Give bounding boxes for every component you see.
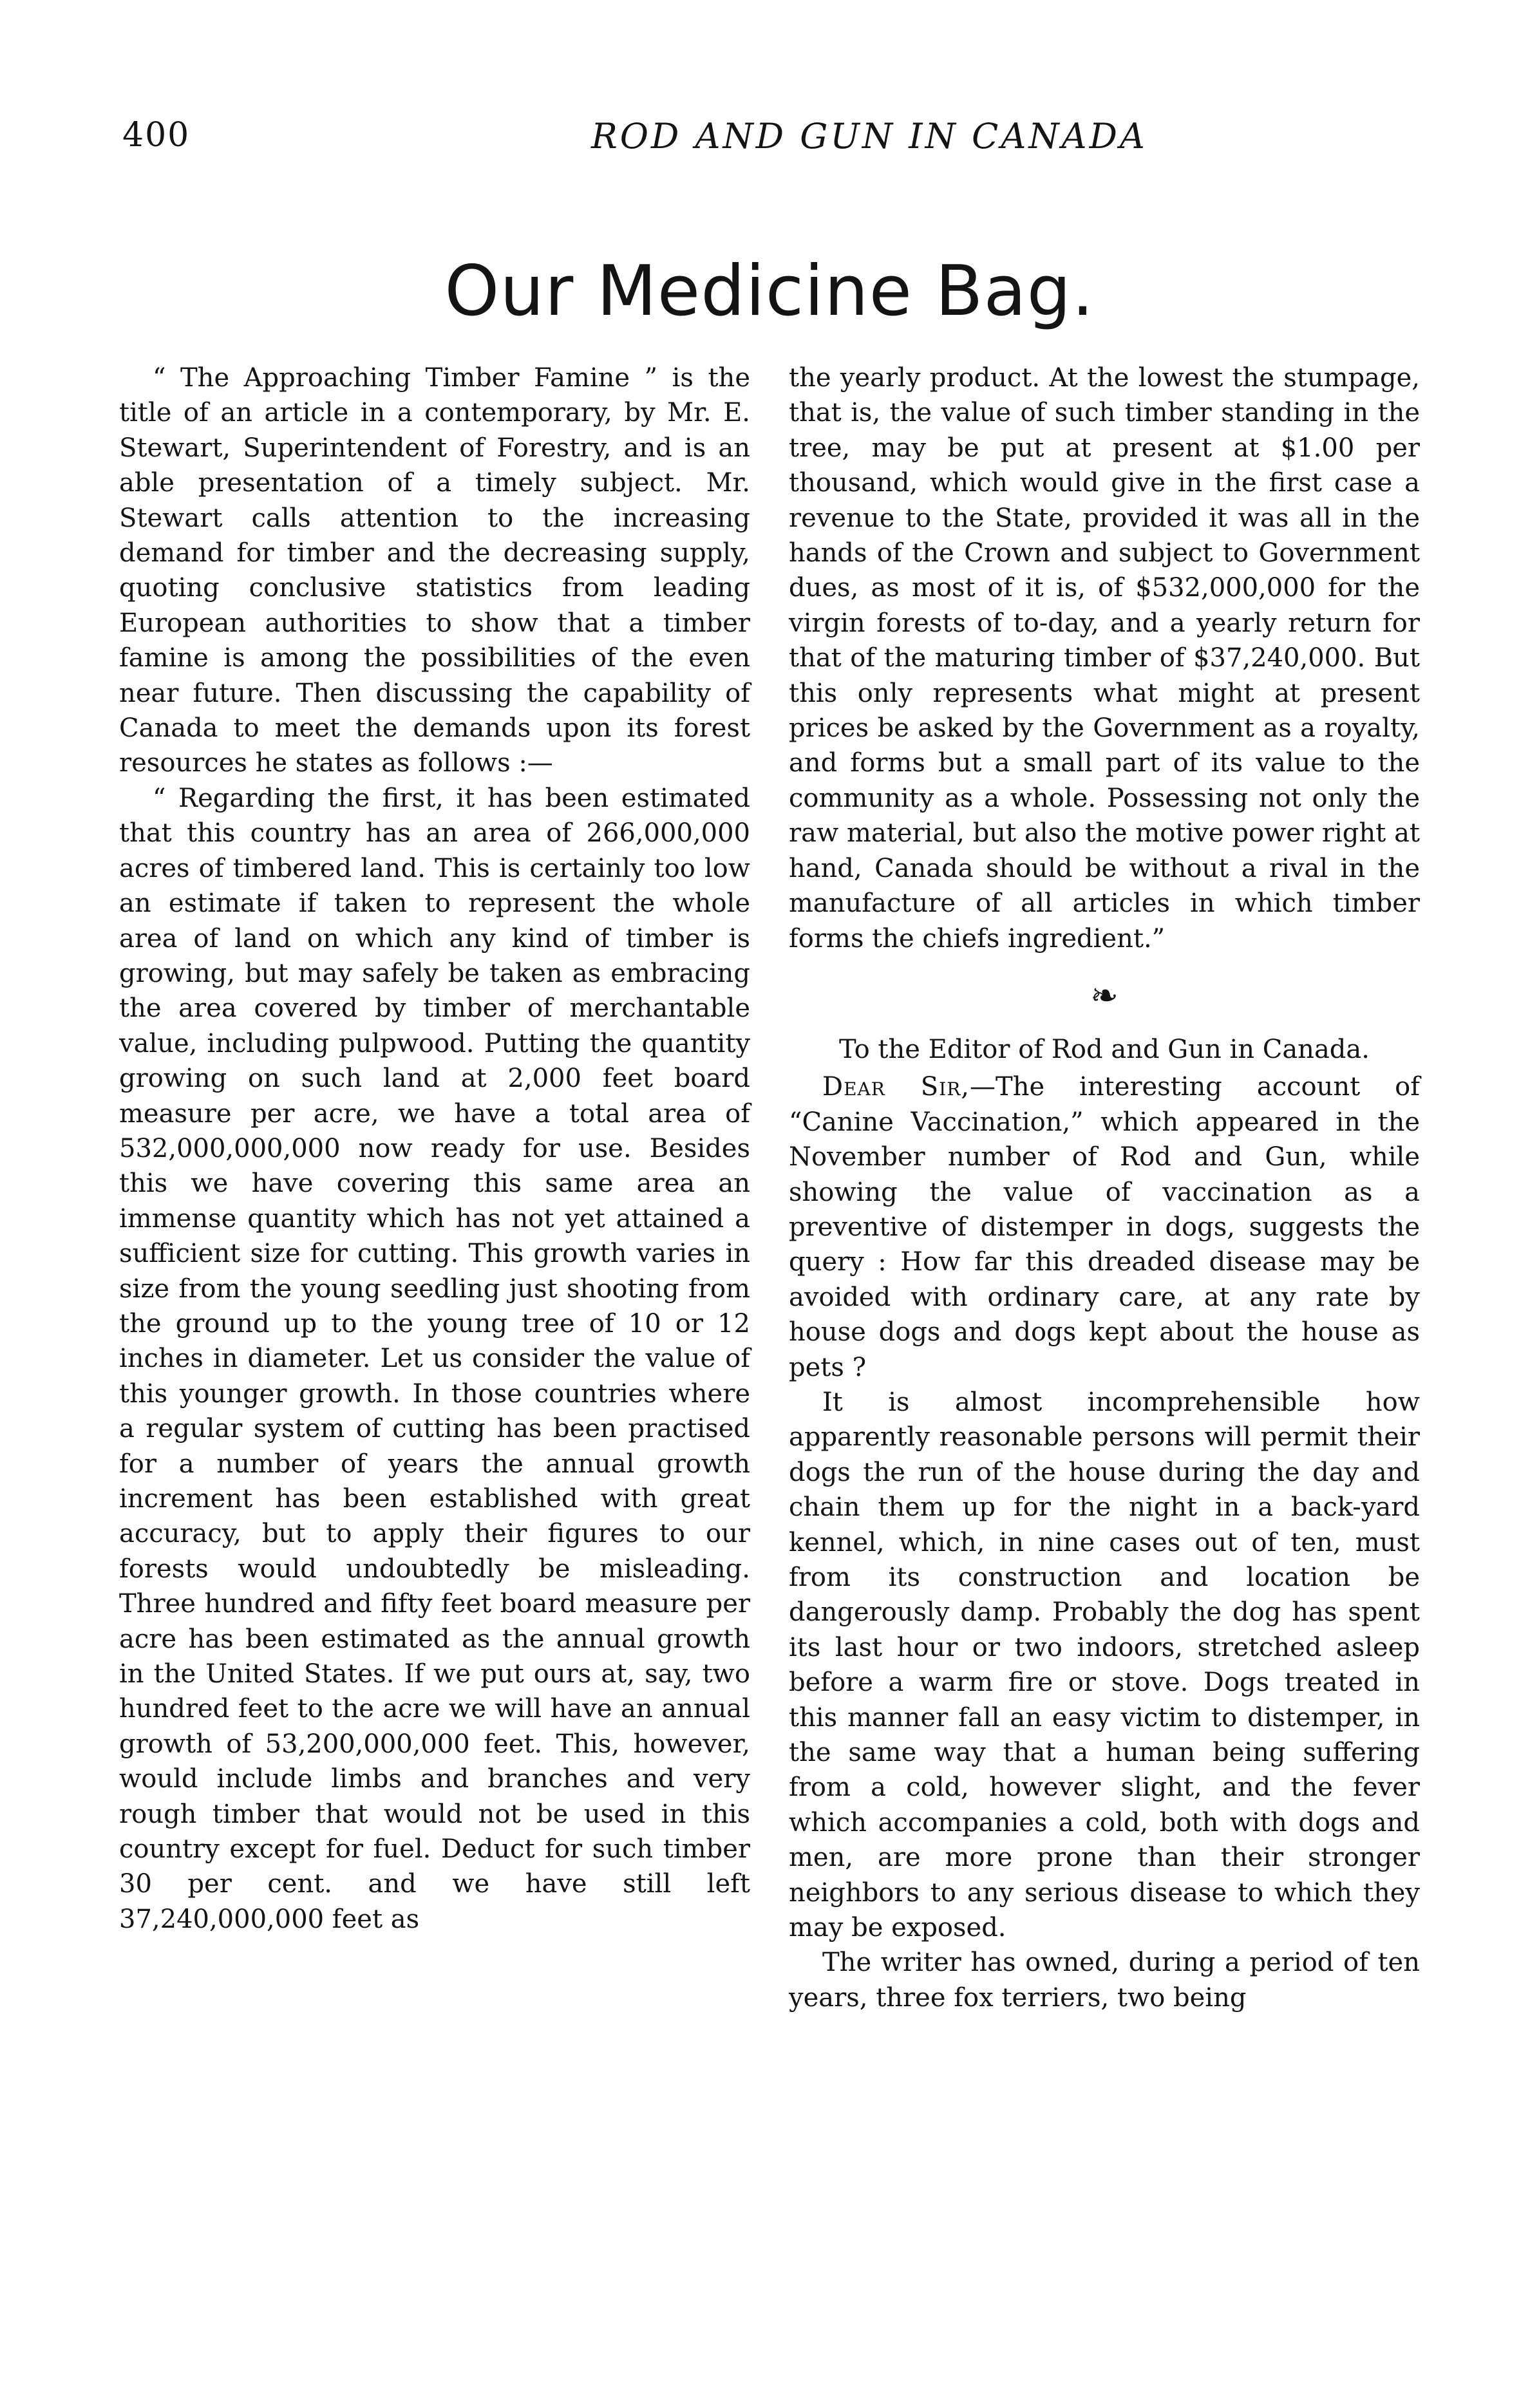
- page-header: [122, 116, 1436, 174]
- left-column: [119, 361, 750, 1937]
- article-paragraph: “ The Approaching Timber Famine ” is the title of an article in a contemporary, by Mr. E. Stewart, Superintendent of Forestry, and is an able presentation of a timely subject. Mr. Stewart calls attention to the increasing demand for timber and the decreasing supply, quoting conclusive statistics from leading European authorities to show that a timber famine is among the possibilities of the even near future. Then discussing the capability of Canada to meet the demands upon its forest resources he states as follows :—: [119, 363, 750, 778]
- running-head: ROD AND GUN IN CANADA: [591, 116, 1147, 156]
- page-number: 400: [122, 116, 191, 155]
- letter-paragraph: The writer has owned, during a period of ten years, three fox terriers, two being: [789, 1948, 1420, 2013]
- letter-first-paragraph-text: —The interesting account of “Canine Vaccination,” which appeared in the November number of Rod and Gun, while showing the value of vaccination as a preventive of distemper in dogs, suggests the query : How far this dreaded disease may be avoided with ordinary care, at any rate by house dogs and dogs kept about the house as pets ?: [789, 1072, 1420, 1382]
- article-paragraph: “ Regarding the first, it has been estimated that this country has an area of 266,000,000 acres of timbered land. This is certainly too low an estimate if taken to represent the whole area of land on which any kind of timber is growing, but may safely be taken as embracing the area covered by timber of merchantable value, including pulpwood. Putting the quantity growing on such land at 2,000 feet board measure per acre, we have a total area of 532,000,000,000 now ready for use. Besides this we have covering this same area an immense quantity which has not yet attained a sufficient size for cutting. This growth varies in size from the young seedling just shooting from the ground up to the young tree of 10 or 12 inches in diameter. Let us consider the value of this younger growth. In those countries where a regular system of cutting has been practised for a number of years the annual growth increment has been established with great accuracy, but to apply their figures to our forests would undoubtedly be misleading. Three hundred and fifty feet board measure per acre has been estimated as the annual growth in the United States. If we put ours at, say, two hundred feet to the acre we will have an annual growth of 53,200,000,000 feet. This, however, would include limbs and branches and very rough timber that would not be used in this country except for fuel. Deduct for such timber 30 per cent. and we have still left 37,240,000,000 feet as: [119, 783, 750, 1934]
- letter-heading: To the Editor of Rod and Gun in Canada.: [839, 1034, 1370, 1064]
- letter-salutation: Dear Sir,: [822, 1072, 970, 1102]
- article-paragraph-continued: the yearly product. At the lowest the stumpage, that is, the value of such timber standing in the tree, may be put at present at $1.00 per thousand, which would give in the first case a revenue to the State, provided it was all in the hands of the Crown and subject to Government dues, as most of it is, of $532,000,000 for the virgin forests of to-day, and a yearly return for that of the maturing timber of $37,240,000. But this only represents what might at present prices be asked by the Government as a royalty, and forms but a small part of its value to the community as a whole. Possessing not only the raw material, but also the motive power right at hand, Canada should be without a rival in the manufacture of all articles in which timber forms the chiefs ingredient.”: [789, 363, 1420, 954]
- right-column: [789, 361, 1420, 2015]
- article-title: Our Medicine Bag.: [444, 251, 1095, 332]
- letter-paragraph: [789, 1069, 1420, 1385]
- section-ornament-icon: ❧: [1090, 976, 1119, 1015]
- letter-paragraph: It is almost incomprehensible how apparently reasonable persons will permit their dogs the run of the house during the day and chain them up for the night in a back-yard kennel, which, in nine cases out of ten, must from its construction and location be dangerously damp. Probably the dog has spent its last hour or two indoors, stretched asleep before a warm fire or stove. Dogs treated in this manner fall an easy victim to distemper, in the same way that a human being suffering from a cold, however slight, and the fever which accompanies a cold, both with dogs and men, are more prone than their stronger neighbors to any serious disease to which they may be exposed.: [789, 1387, 1420, 1943]
